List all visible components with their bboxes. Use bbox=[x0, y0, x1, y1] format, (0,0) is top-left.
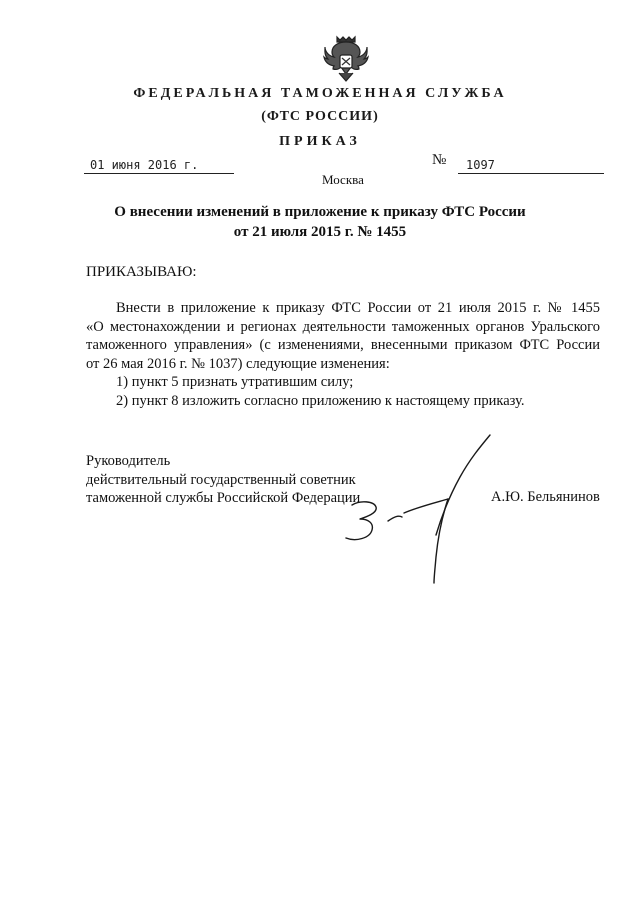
number-field bbox=[458, 157, 604, 174]
organization-abbreviation: (ФТС РОССИИ) bbox=[261, 109, 379, 124]
date-field bbox=[84, 157, 234, 174]
number-value: 1097 bbox=[466, 158, 495, 172]
body-line-3: таможенного управления» (с изменениями, внесенными приказом ФТС России bbox=[86, 337, 600, 353]
subject-line-2: от 21 июля 2015 г. № 1455 bbox=[233, 224, 407, 240]
date-value: 01 июня 2016 г. bbox=[90, 158, 199, 172]
city-name: Москва bbox=[322, 172, 364, 187]
document-type: ПРИКАЗ bbox=[279, 134, 361, 149]
handwritten-signature-icon bbox=[330, 425, 500, 590]
list-item: 2) пункт 8 изложить согласно приложению к настоящему приказу. bbox=[116, 392, 525, 409]
body-text bbox=[86, 299, 600, 410]
body-line-2: «О местонахождении и регионах деятельности таможенных органов Уральского bbox=[86, 318, 600, 335]
list-item: 1) пункт 5 признать утратившим силу; bbox=[116, 374, 354, 390]
number-sign: № bbox=[432, 152, 447, 168]
subject-line-1: О внесении изменений в приложение к приказу ФТС России bbox=[114, 204, 526, 220]
signatory-name: А.Ю. Бельянинов bbox=[491, 489, 600, 505]
double-headed-eagle-emblem-icon bbox=[323, 33, 369, 83]
signatory-title-line-3: таможенной службы Российской Федерации bbox=[86, 490, 361, 506]
organization-name: ФЕДЕРАЛЬНАЯ ТАМОЖЕННАЯ СЛУЖБА bbox=[133, 86, 507, 101]
body-line-1: Внести в приложение к приказу ФТС России от 21 июля 2015 г. № 1455 bbox=[116, 300, 600, 316]
signatory-title-line-2: действительный государственный советник bbox=[86, 471, 356, 488]
document-subject bbox=[80, 202, 560, 242]
signatory-title bbox=[86, 452, 360, 508]
signatory-title-line-1: Руководитель bbox=[86, 453, 171, 469]
body-line-4: от 26 мая 2016 г. № 1037) следующие изменения: bbox=[86, 355, 390, 372]
order-word: ПРИКАЗЫВАЮ: bbox=[86, 264, 197, 280]
